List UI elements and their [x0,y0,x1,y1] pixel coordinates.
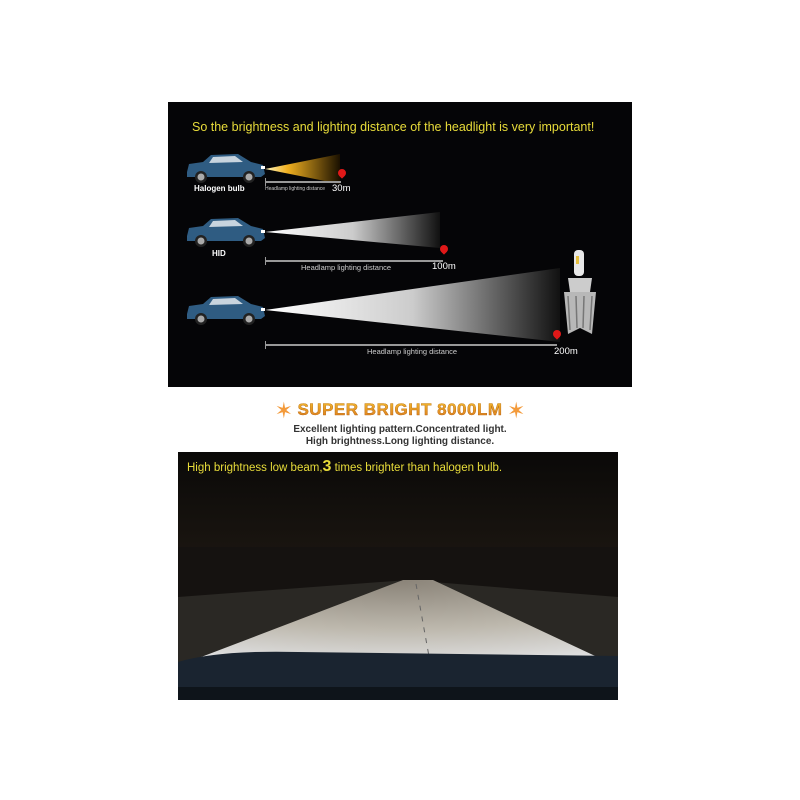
distance-value: 30m [332,183,351,194]
star-icon: ✶ [274,398,294,423]
row-label: Halogen bulb [194,184,245,193]
tagline-line2: High brightness.Long lighting distance. [305,436,495,447]
star-icon: ✶ [506,398,526,423]
night-road-photo [178,452,618,700]
headline: SUPER BRIGHT 8000LM [297,400,503,420]
caption-number: 3 [322,458,332,475]
distance-value: 200m [554,346,578,357]
tagline [0,398,800,448]
distance-caption: Headlamp lighting distance [301,263,392,272]
photo-caption [187,458,502,476]
car-halogen [183,152,267,184]
car-hid [183,216,267,248]
caption-text: High brightness low beam, [187,462,323,474]
distance-caption: Headlamp lighting distance [367,347,458,356]
row-label: HID [212,249,226,258]
beam-led [265,266,565,346]
distance-line [265,344,557,346]
distance-line [265,260,443,262]
road-scene [178,452,618,700]
distance-line [265,181,341,183]
car-led [183,294,267,326]
distance-value: 100m [432,261,456,272]
led-bulb-image [558,248,602,338]
distance-caption: Headlamp lighting distance [265,186,326,192]
caption-text: times brighter than halogen bulb. [331,462,503,474]
beam-hid [265,210,445,250]
tagline-line1: Excellent lighting pattern.Concentrated light. [293,424,507,435]
comparison-panel [168,102,632,387]
panel-title: So the brightness and lighting distance of the headlight is very important! [192,120,595,134]
